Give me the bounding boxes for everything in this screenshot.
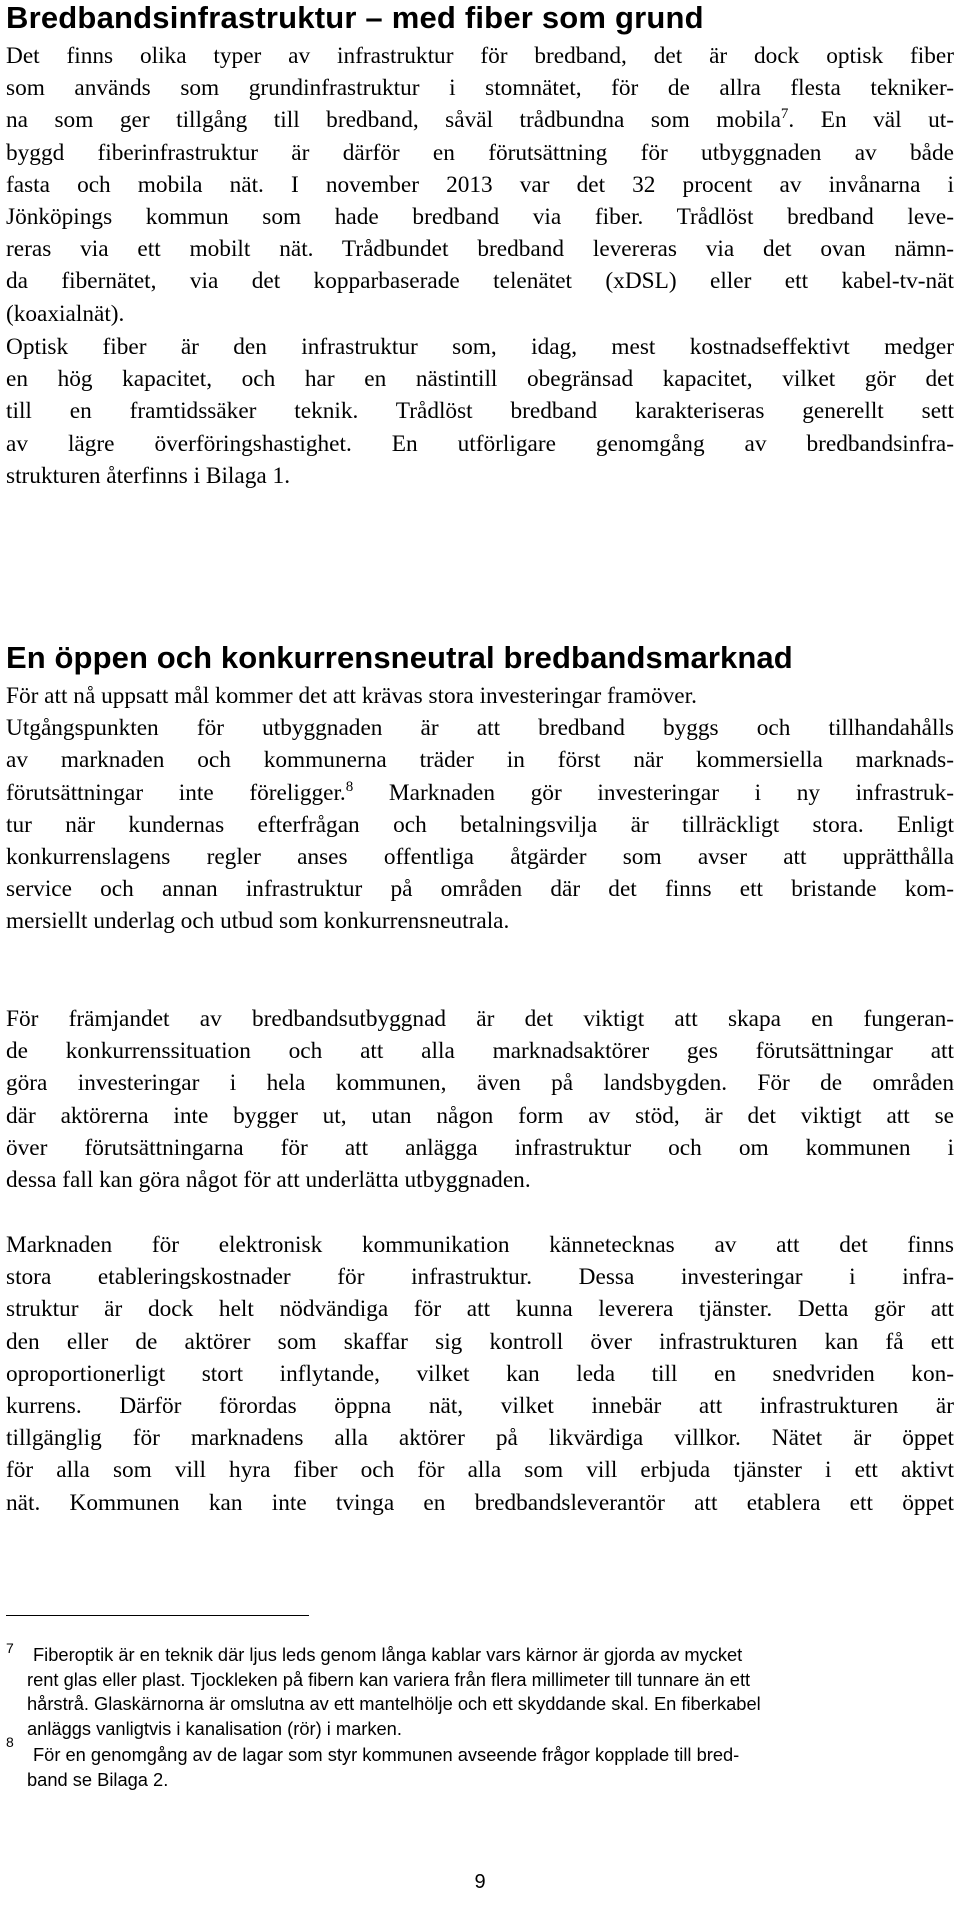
text-fragment: förutsättningar inte föreligger. [6, 779, 346, 806]
section-heading-open-market: En öppen och konkurrensneutral bredbandsmarknad [6, 640, 793, 675]
text-line: För en genomgång av de lagar som styr kommunen avseende frågor kopplade till bred- [33, 1744, 740, 1765]
text-line: reras via ett mobilt nät. Trådbundet bredband levereras via det ovan nämn- [6, 236, 954, 263]
text-line: För att nå uppsatt mål kommer det att krävas stora investeringar framöver. [6, 683, 697, 709]
text-line: konkurrenslagens regler anses offentliga åtgärder som avser att upprätthålla [6, 844, 954, 871]
text-line: för alla som vill hyra fiber och för alla som vill erbjuda tjänster i ett aktivt [6, 1457, 954, 1484]
text-line: dessa fall kan göra något för att underlätta utbyggnaden. [6, 1167, 531, 1194]
text-line: göra investeringar i hela kommunen, även på landsbygden. För de områden [6, 1070, 954, 1097]
text-line [6, 104, 954, 136]
text-line: tillgänglig för marknadens alla aktörer på likvärdiga villkor. Nätet är öppet [6, 1425, 954, 1452]
text-fragment: Marknaden gör investeringar i ny infrastruk- [353, 779, 954, 806]
text-line: en hög kapacitet, och har en nästintill obegränsad kapacitet, vilket gör det [6, 366, 954, 393]
footnote-number: 8 [6, 1734, 14, 1750]
text-line: Det finns olika typer av infrastruktur för bredband, det är dock optisk fiber [6, 43, 954, 69]
section-heading-infrastructure: Bredbandsinfrastruktur – med fiber som grund [6, 0, 704, 35]
text-line: strukturen återfinns i Bilaga 1. [6, 462, 291, 489]
text-line: Utgångspunkten för utbyggnaden är att bredband byggs och tillhandahålls [6, 715, 954, 742]
text-line: hårstrå. Glaskärnorna är omslutna av ett mantelhölje och ett skyddande skal. En fiberkabel [27, 1693, 761, 1715]
text-line: Fiberoptik är en teknik där ljus leds genom långa kablar vars kärnor är gjorda av mycket [33, 1644, 743, 1665]
text-line: rent glas eller plast. Tjockleken på fibern kan variera från flera millimeter till tunnare än ett [27, 1668, 751, 1690]
text-line: service och annan infrastruktur på områden där det finns ett bristande kom- [6, 876, 954, 903]
text-line: da fibernätet, via det kopparbaserade telenätet (xDSL) eller ett kabel-tv-nät [6, 268, 954, 295]
footnote-text [27, 1743, 957, 1792]
text-line: kurrens. Därför förordas öppna nät, vilket innebär att infrastrukturen är [6, 1393, 954, 1420]
footnote-number: 7 [6, 1640, 14, 1656]
text-fragment: na som ger tillgång till bredband, såväl trådbundna som mobila [6, 107, 781, 134]
text-line: fasta och mobila nät. I november 2013 var det 32 procent av invånarna i [6, 171, 954, 198]
paragraph-competition [6, 1003, 954, 1196]
text-fragment: . En väl ut- [788, 107, 954, 134]
footnote-separator [6, 1615, 309, 1616]
text-line: anläggs vanligtvis i kanalisation (rör) i marken. [27, 1717, 402, 1739]
text-line: där aktörerna inte bygger ut, utan någon form av stöd, är det viktigt att se [6, 1102, 954, 1129]
footnote-ref-7: 7 [780, 106, 789, 123]
text-line: den eller de aktörer som skaffar sig kontroll över infrastrukturen kan få ett [6, 1328, 954, 1355]
text-line: Optisk fiber är den infrastruktur som, idag, mest kostnadseffektivt medger [6, 334, 954, 360]
text-line: till en framtidssäker teknik. Trådlöst bredband karakteriseras generellt sett [6, 398, 954, 425]
text-line: mersiellt underlag och utbud som konkurrensneutrala. [6, 908, 510, 935]
text-line: av marknaden och kommunerna träder in först när kommersiella marknads- [6, 747, 954, 774]
text-line: över förutsättningarna för att anlägga infrastruktur och om kommunen i [6, 1134, 954, 1161]
text-line: Jönköpings kommun som hade bredband via fiber. Trådlöst bredband leve- [6, 204, 954, 231]
footnote-ref-8: 8 [345, 778, 354, 795]
paragraph-open-networks [6, 1229, 954, 1519]
paragraph-optical-fiber [6, 331, 954, 492]
text-line: oproportionerligt stort inflytande, vilket kan leda till en snedvriden kon- [6, 1360, 954, 1387]
text-line: nät. Kommunen kan inte tvinga en bredbandsleverantör att etablera ett öppet [6, 1489, 954, 1516]
text-line: struktur är dock helt nödvändiga för att kunna leverera tjänster. Detta gör att [6, 1296, 954, 1323]
text-line: För främjandet av bredbandsutbyggnad är det viktigt att skapa en fungeran- [6, 1006, 954, 1032]
paragraph-investments [6, 680, 954, 938]
text-line: stora etableringskostnader för infrastruktur. Dessa investeringar i infra- [6, 1264, 954, 1291]
paragraph-infrastructure-intro [6, 40, 954, 330]
text-line: byggd fiberinfrastruktur är därför en förutsättning för utbyggnaden av både [6, 139, 954, 166]
text-line: (koaxialnät). [6, 300, 125, 327]
text-line: som används som grundinfrastruktur i stomnätet, för de allra flesta tekniker- [6, 75, 954, 102]
text-line: band se Bilaga 2. [27, 1768, 169, 1790]
footnote-text [27, 1643, 957, 1741]
text-line: de konkurrenssituation och att alla marknadsaktörer ges förutsättningar att [6, 1038, 954, 1065]
page-number: 9 [474, 1871, 486, 1893]
text-line: tur när kundernas efterfrågan och betalningsvilja är tillräckligt stora. Enligt [6, 811, 954, 838]
text-line [6, 777, 954, 809]
text-line: av lägre överföringshastighet. En utförligare genomgång av bredbandsinfra- [6, 430, 954, 457]
text-line: Marknaden för elektronisk kommunikation kännetecknas av att det finns [6, 1232, 954, 1258]
